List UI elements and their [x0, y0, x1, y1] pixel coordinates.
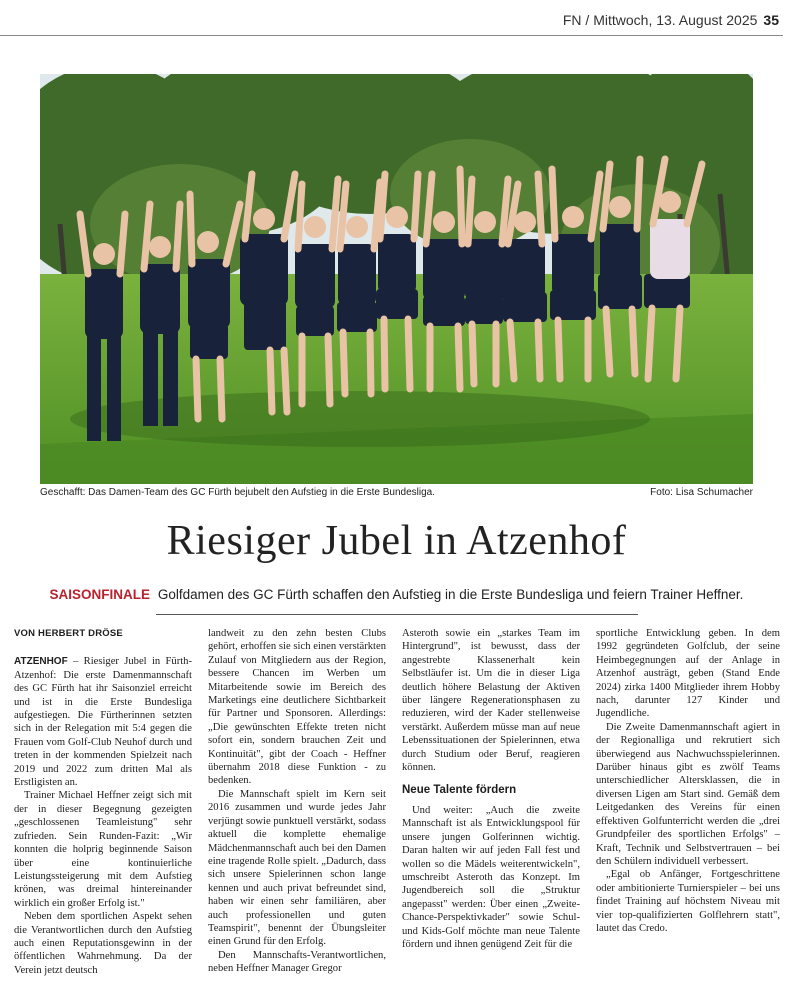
paragraph-5-start: Den Mannschafts-Verantwortlichen, neben Heffner Manager Gregor [208, 949, 386, 975]
publication-date: FN / Mittwoch, 13. August 2025 [562, 12, 758, 28]
paragraph-6-cont: sportliche Entwicklung geben. In dem 1992 gegründeten Golfclub, der seine Heimbegegnungen auf der Anlage in Atzenhof austrägt, geben (Stand Ende 2024) zirka 1400 Mitglieder ihrem Hobby nach, darunter 127 Kinder und Jugendliche. [596, 628, 780, 720]
header-info [563, 12, 779, 28]
team-photo [40, 74, 753, 484]
article-subheadline-line [0, 587, 793, 602]
dateline: ATZENHOF [14, 656, 68, 668]
paragraph-1-text: – Riesiger Jubel in Fürth-Atzenhof: Die erste Damenmannschaft des GC Fürth hat ihr Saisonziel erreicht und ist in die Erste Bundesliga aufgestiegen. Die Fürtherinnen setzten sich in der Relegation mit 5:4 gegen die Frauen vom Golf-Club Neuhof durch und treten in der kommenden Spielzeit nach 2019 und 2022 zum dritten Mal als Erstligisten an. [14, 656, 192, 789]
article-column-2 [208, 627, 386, 976]
page-header [0, 0, 793, 38]
team-photo-illustration [40, 74, 753, 484]
paragraph-3-start: Neben dem sportlichen Aspekt sehen die Verantwortlichen durch den Aufstieg auch einen Reputationsgewinn in der öffentlichen Wahrnehmung. Da der Verein jetzt deutsch [14, 911, 192, 976]
paragraph-2: Trainer Michael Heffner zeigt sich mit der in dieser Begegnung gezeigten „geschlossenen Teamleistung" sehr zufrieden. Sein Runden-Fazit: „Wir konnten die holprig beginnende Saison über eine kontinuierliche Leistungssteigerung mit dem Aufstieg krönen, was dreimal hintereinander wirklich ein großer Erfolg ist." [14, 790, 192, 909]
article-column-4 [596, 627, 780, 935]
subheadline: Golfdamen des GC Fürth schaffen den Aufstieg in die Erste Bundesliga und feiern Trainer Heffner. [157, 587, 744, 602]
paragraph-4: Die Mannschaft spielt im Kern seit 2016 zusammen und wurde jedes Jahr verjüngt sowie punktuell verstärkt, sodass aktuell die komplette ehemalige Mädchenmannschaft auch bei den Damen eine tragende Rolle spielt. „Dadurch, dass sich unsere Spielerinnen schon lange kennen und auch privat befreundet sind, haben wir einen sehr familiären, aber auch professionellen und guten Teamspirit", benennt der Übungsleiter einen Grund für den Erfolg. [208, 788, 387, 948]
paragraph-7: Die Zweite Damenmannschaft agiert in der Regionalliga und rekrutiert sich überwiegend aus Nachwuchsspielerinnen. Darüber hinaus gibt es zwölf Teams unterschiedlicher Altersklassen, die in diversen Ligen am Start sind. Gemäß dem Leitgedanken des Vereins für einen effektiven Golfunterricht werden die „drei Grundpfeiler des sportlichen Erfolgs" – Kraft, Technik und Selbstvertrauen – bei den Schülern individuell verbessert. [596, 721, 780, 867]
page-number: 35 [763, 12, 779, 28]
paragraph-8: „Egal ob Anfänger, Fortgeschrittene oder ambitionierte Turnierspieler – bei uns findet Training auf höchstem Niveau mit vier top-qualifizierten Golflehrern statt", lautet das Credo. [596, 869, 780, 934]
caption-text: Geschafft: Das Damen-Team des GC Fürth bejubelt den Aufstieg in die Erste Bundesliga. [40, 487, 436, 498]
kicker: SAISONFINALE [49, 587, 151, 602]
paragraph-3-cont: landweit zu den zehn besten Clubs gehört, erhoffen sie sich einen verstärkten Zulauf von Mitgliedern aus der Region, bessere Chancen im Werben um Mitarbeitende sowie im Bereich des Marketings eine deutlichere Sichtbarkeit für Partner und Sponsoren. Allerdings: „Die gewünschten Effekte treten nicht sofort ein, sondern brauchen Zeit und Kontinuität", gibt der Coach - Heffner übernahm 2018 diese Funktion - zu bedenken. [208, 628, 386, 787]
paragraph-5-cont: Asteroth sowie ein „starkes Team im Hintergrund", ist bewusst, dass der angestrebte Klassenerhalt kein Selbstläufer ist. Um die in dieser Liga deutlich höhere Belastung der Aktiven über längere Regenerationsphasen zu reduzieren, wird der Kader stellenweise verstärkt. Außerdem müsse man auf neue Lebenssituationen der Spielerinnen, etwa durch Studium oder Beruf, reagieren können. [402, 628, 580, 774]
article-headline: Riesiger Jubel in Atzenhof [166, 518, 627, 564]
paragraph-1 [14, 655, 192, 789]
photo-caption [40, 487, 753, 498]
section-subheading: Neue Talente fördern [402, 784, 517, 797]
photo-credit: Foto: Lisa Schumacher [650, 487, 753, 498]
subheadline-divider [156, 614, 638, 615]
byline: VON HERBERT DRÖSE [14, 628, 123, 639]
header-divider [0, 35, 783, 36]
article-column-3 [402, 627, 580, 951]
paragraph-6-start: Und weiter: „Auch die zweite Mannschaft ist als Entwicklungspool für unsere jungen Golferinnen wichtig. Daran halten wir auf jeden Fall fest und wollen so die Mädels weiterentwickeln", umschreibt Asteroth das Konzept. Im Jugendbereich soll die „Struktur angepasst" werden: Über einen „Zweite-Chance-Perspektivkader" sowie Schul- und Kids-Golf möchte man neue Talente fördern und ihnen genügend Zeit für die [402, 804, 580, 950]
article-column-1 [14, 627, 192, 977]
